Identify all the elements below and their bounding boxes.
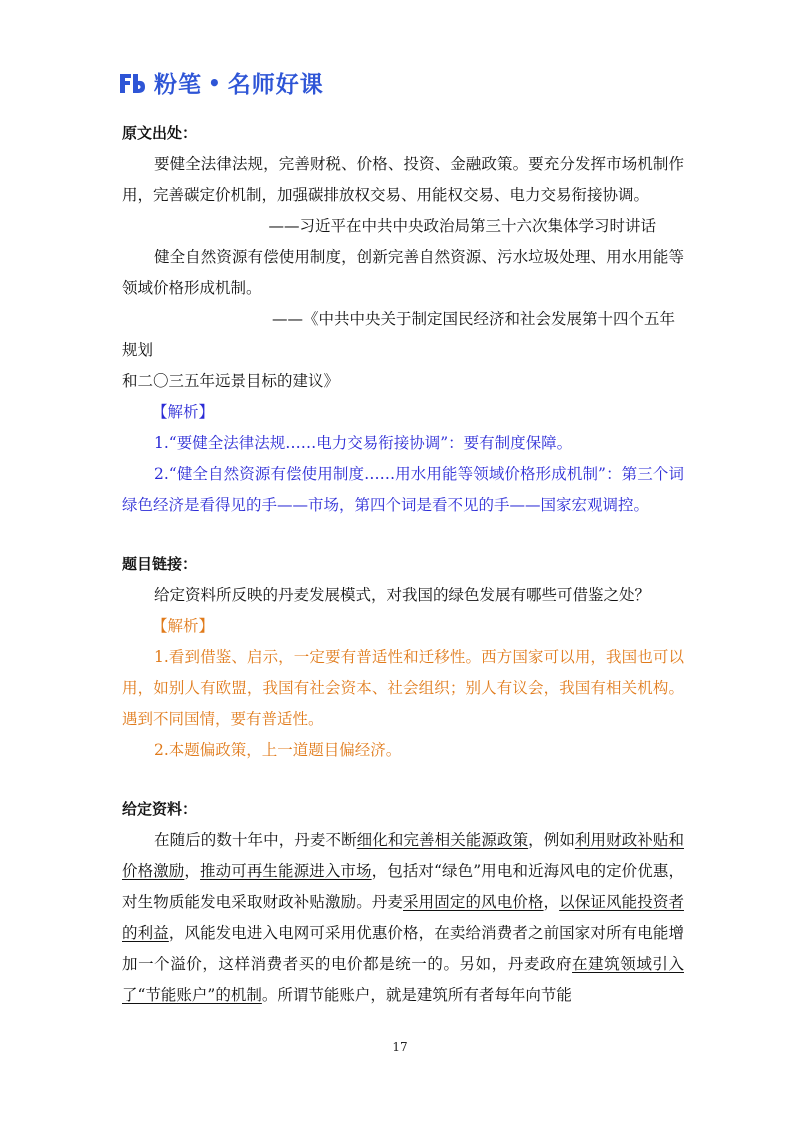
document-body xyxy=(122,118,684,1011)
fenbi-logo-icon xyxy=(118,70,148,96)
logo-tagline: 名师好课 xyxy=(227,72,324,98)
material-heading: 给定资料： xyxy=(122,800,198,818)
material-paragraph xyxy=(122,825,684,1011)
analysis-2-item-1: 1.看到借鉴、启示，一定要有普适性和迁移性。西方国家可以用，我国也可以用，如别人有欧盟，我国有社会资本、社会组织；别人有议会，我国有相关机构。遇到不同国情，要有普适性。 xyxy=(122,648,684,728)
logo-separator: • xyxy=(208,70,222,95)
underlined-phrase: 细化和完善相关能源政策 xyxy=(356,831,529,849)
source-citation-2-line2: 和二〇三五年远景目标的建议》 xyxy=(122,372,340,390)
source-heading: 原文出处： xyxy=(122,124,198,142)
underlined-phrase: 以保证风能投资者的利益 xyxy=(122,893,684,942)
question-text: 给定资料所反映的丹麦发展模式，对我国的绿色发展有哪些可借鉴之处？ xyxy=(154,586,651,604)
logo-text: 粉笔 xyxy=(154,72,202,98)
underlined-phrase: 采用固定的风电价格 xyxy=(403,893,544,911)
analysis-2-item-2: 2.本题偏政策，上一道题目偏经济。 xyxy=(154,741,402,759)
page-number: 17 xyxy=(392,1040,408,1054)
question-heading: 题目链接： xyxy=(122,555,198,573)
text-segment: ，风能发电进入电网可采用优惠价格，在卖给消费者之前国家对所有电能增加一个溢价，这样消费者买的电价都是统一的。另如，丹麦政府 xyxy=(122,924,684,973)
text-segment: 。所谓节能账户，就是建筑所有者每年向节能 xyxy=(261,986,572,1004)
source-paragraph-2: 健全自然资源有偿使用制度，创新完善自然资源、污水垃圾处理、用水用能等领域价格形成机制。 xyxy=(122,248,684,297)
analysis-label-2: 【解析】 xyxy=(152,617,215,635)
analysis-label-1: 【解析】 xyxy=(152,403,215,421)
text-segment: ，例如 xyxy=(528,831,575,849)
spacer xyxy=(122,766,684,794)
underlined-phrase: 利用财政补贴和价格激励 xyxy=(122,831,684,880)
source-citation-1: ——习近平在中共中央政治局第三十六次集体学习时讲话 xyxy=(268,217,656,235)
analysis-1-item-2: 2.“健全自然资源有偿使用制度……用水用能等领域价格形成机制”：第三个词绿色经济是看得见的手——市场，第四个词是看不见的手——国家宏观调控。 xyxy=(122,465,684,514)
text-segment: ， xyxy=(543,893,560,911)
source-paragraph-1: 要健全法律法规，完善财税、价格、投资、金融政策。要充分发挥市场机制作用，完善碳定价机制，加强碳排放权交易、用能权交易、电力交易衔接协调。 xyxy=(122,155,684,204)
spacer xyxy=(122,521,684,549)
source-citation-2-line1: ——《中共中央关于制定国民经济和社会发展第十四个五年规划 xyxy=(122,310,676,359)
underlined-phrase: 在建筑领域引入了“节能账户”的机制 xyxy=(122,955,684,1004)
text-segment: 在随后的数十年中，丹麦不断 xyxy=(154,831,357,849)
brand-logo xyxy=(118,66,324,99)
underlined-phrase: 推动可再生能源进入市场 xyxy=(200,862,372,880)
text-segment: ，包括对“绿色”用电和近海风电的定价优惠，对生物质能发电采取财政补贴激励。丹麦 xyxy=(122,862,684,911)
text-segment: ， xyxy=(184,862,201,880)
analysis-1-item-1: 1.“要健全法律法规……电力交易衔接协调”：要有制度保障。 xyxy=(154,434,573,452)
